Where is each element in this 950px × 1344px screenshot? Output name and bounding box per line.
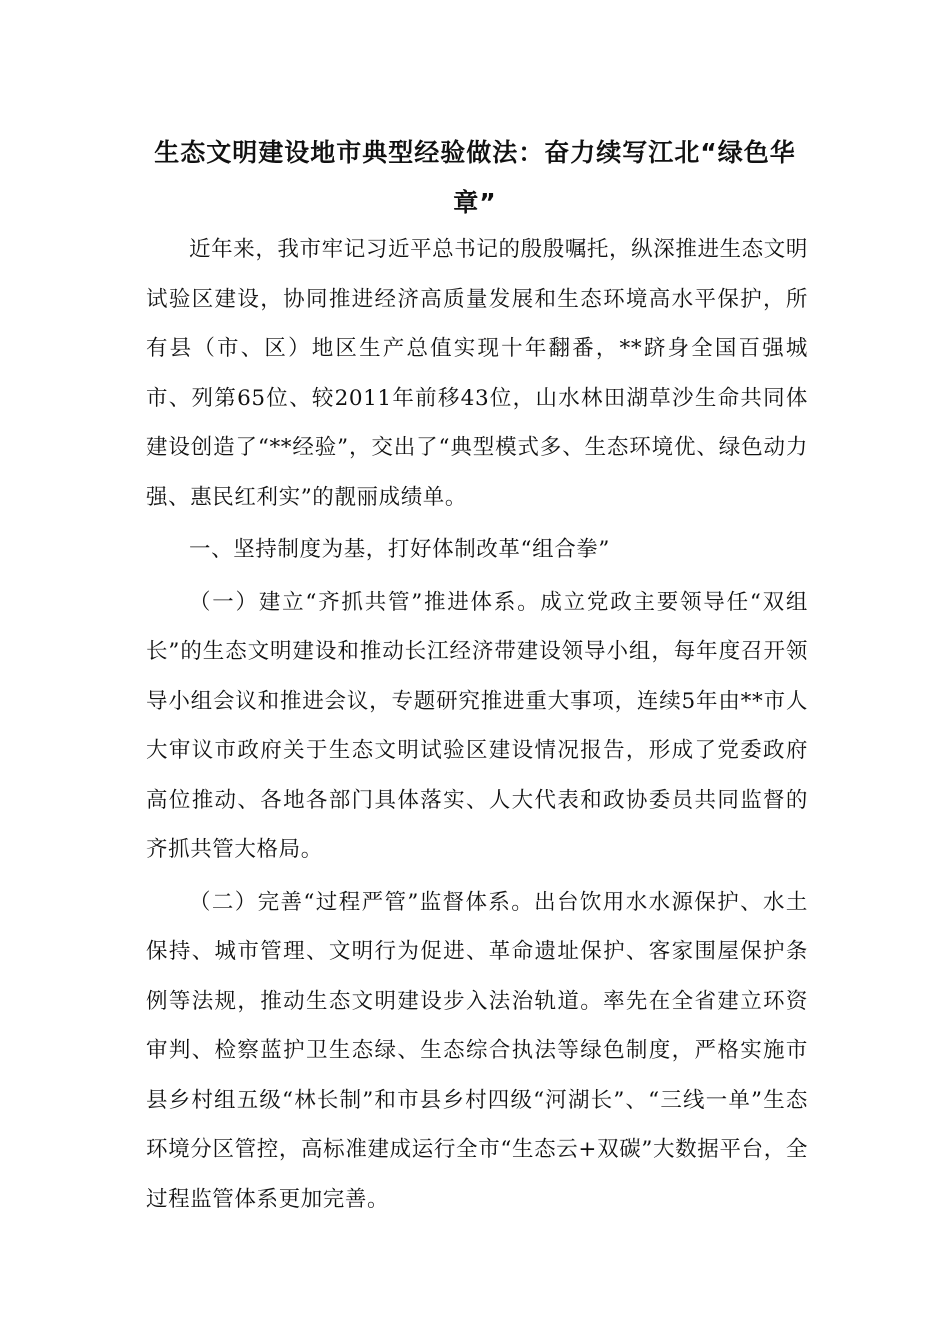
- paragraph-intro: 近年来，我市牢记习近平总书记的殷殷嘱托，纵深推进生态文明试验区建设，协同推进经济高质量发展和生态环境高水平保护，所有县（市、区）地区生产总值实现十年翻番，**跻身全国百强城市、列第65位、较2011年前移43位，山水林田湖草沙生命共同体建设创造了“**经验”，交出了“典型模式多、生态环境优、绿色动力强、惠民红利实”的靓丽成绩单。: [146, 237, 808, 510]
- paragraph-subsection-1: （一）建立“齐抓共管”推进体系。成立党政主要领导任“双组长”的生态文明建设和推动长江经济带建设领导小组，每年度召开领导小组会议和推进会议，专题研究推进重大事项，连续5年由**市人大审议市政府关于生态文明试验区建设情况报告，形成了党委政府高位推动、各地各部门具体落实、人大代表和政协委员共同监督的齐抓共管大格局。: [146, 589, 808, 862]
- paragraph-subsection-2: （二）完善“过程严管”监督体系。出台饮用水水源保护、水土保持、城市管理、文明行为促进、革命遗址保护、客家围屋保护条例等法规，推动生态文明建设步入法治轨道。率先在全省建立环资审判、检察蓝护卫生态绿、生态综合执法等绿色制度，严格实施市县乡村组五级“林长制”和市县乡村四级“河湖长”、“三线一单”生态环境分区管控，高标准建成运行全市“生态云+双碳”大数据平台，全过程监管体系更加完善。: [146, 889, 808, 1212]
- document-body: [146, 225, 808, 1224]
- section-heading-1: 一、坚持制度为基，打好体制改革“组合拳”: [189, 537, 610, 562]
- document-title: 生态文明建设地市典型经验做法：奋力续写江北“绿色华章”: [154, 138, 796, 217]
